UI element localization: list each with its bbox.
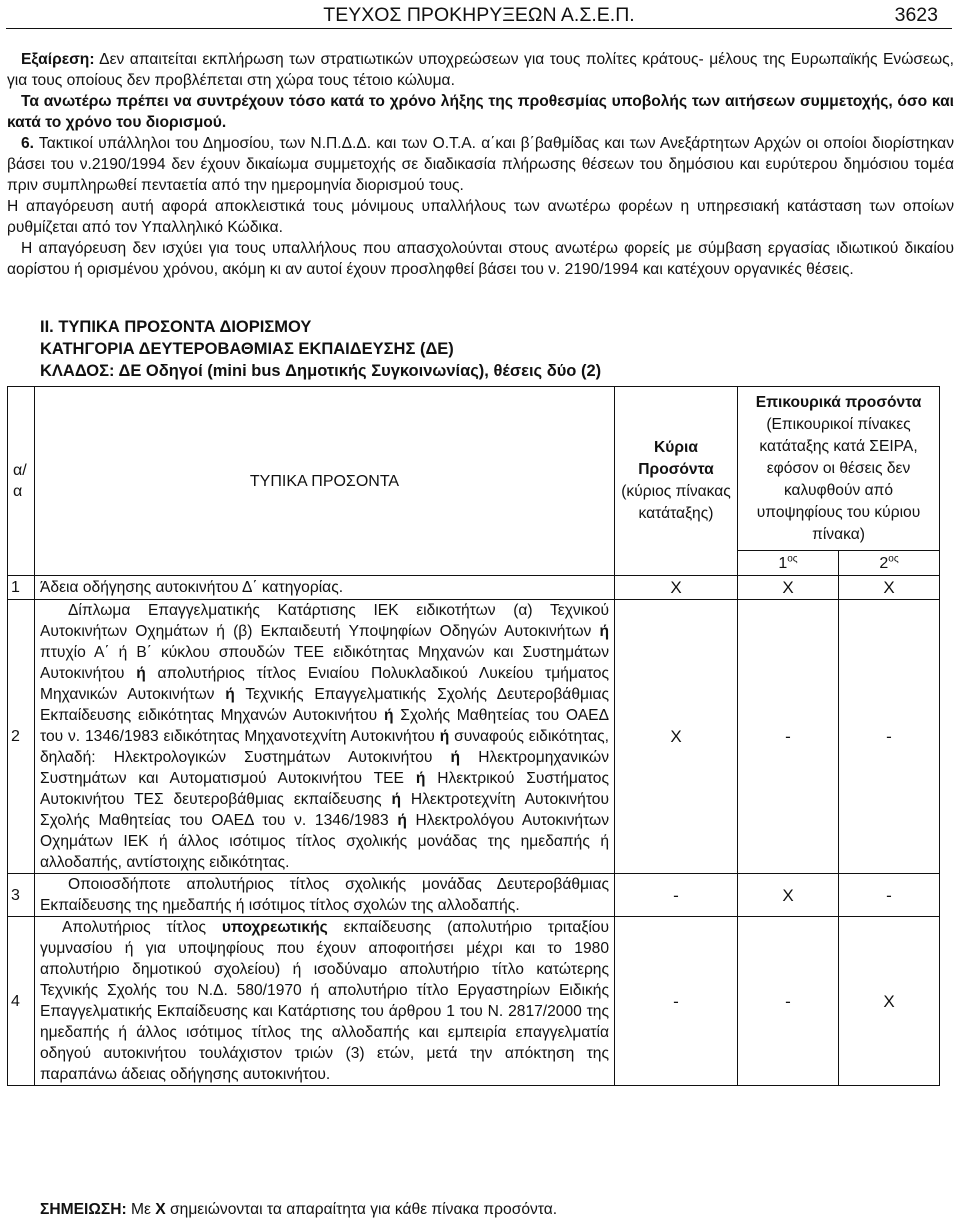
row-text: εκπαίδευσης (απολυτήριο τριταξίου γυμνασίου ή για υποψηφίους που έχουν αποφοιτήσει μέχρι και το 1980 απολυτήριο δημοτικού σχολείου) ή ισοδύναμο απολυτήριο τίτλο κατώτερης Τεχνικής Σχολής του Ν.Δ. 580/1970 ή απολυτήριο τίτλο Εργαστηρίων Ειδικής Επαγγελματικής Εκπαίδευσης και Κατάρτισης του άρθρου 1 του Ν. 2817/2000 της ημεδαπής ή άλλος ισότιμος τίτλος της αλλοδαπής και εμπειρία επαγγελματία οδηγού αυτοκινήτου τουλάχιστον τριών (3) ετών, μετά την απόκτηση της παραπάνω άδειας οδήγησης αυτοκινήτου.	[40, 919, 609, 1083]
section-heading: ΙΙ. ΤΥΠΙΚΑ ΠΡΟΣΟΝΤΑ ΔΙΟΡΙΣΜΟΥ	[40, 318, 312, 336]
header-qualifications: ΤΥΠΙΚΑ ΠΡΟΣΟΝΤΑ	[35, 387, 615, 576]
row-qualification	[35, 600, 615, 874]
header-second	[839, 551, 940, 576]
header-first	[738, 551, 839, 576]
footnote	[40, 1199, 557, 1220]
category-heading: ΚΑΤΗΓΟΡΙΑ ΔΕΥΤΕΡΟΒΑΘΜΙΑΣ ΕΚΠΑΙΔΕΥΣΗΣ (ΔΕ)	[40, 340, 454, 358]
or-connector: ή	[599, 623, 609, 640]
emphasis-text: υποχρεωτικής	[221, 919, 328, 936]
table-row	[8, 600, 940, 874]
footnote-label: ΣΗΜΕΙΩΣΗ:	[40, 1201, 127, 1218]
or-connector: ή	[391, 791, 401, 808]
row-second-mark: -	[839, 600, 940, 874]
row-qualification: Άδεια οδήγησης αυτοκινήτου Δ΄ κατηγορίας.	[35, 576, 615, 600]
header-second-num: 2	[879, 554, 889, 572]
item-6-paragraph	[7, 133, 954, 196]
footnote-mark: Χ	[155, 1201, 166, 1218]
row-number: 4	[8, 917, 35, 1086]
row-first-mark: Χ	[738, 874, 839, 917]
row-text: Ηλεκτρομηχανικών Συστημάτων και Αυτοματισμού Αυτοκινήτου ΤΕΕ	[40, 749, 609, 787]
item-6-text: Τακτικοί υπάλληλοι του Δημοσίου, των Ν.Π.Δ.Δ. και των Ο.Τ.Α. α΄και β΄βαθμίδας και των Ανεξάρτητων Αρχών οι οποίοι διορίστηκαν βάσει του ν.2190/1994 δεν έχουν δικαίωμα συμμετοχής σε διαδικασία πλήρωσης θέσεων του δημόσιου και ευρύτερου δημόσιου τομέα πριν συμπληρωθεί πενταετία από την ημερομηνία διορισμού τους.	[7, 135, 954, 194]
or-connector: ή	[439, 728, 450, 745]
exception-label: Εξαίρεση:	[21, 51, 95, 68]
or-connector: ή	[136, 665, 146, 682]
exception-paragraph	[7, 49, 954, 91]
table-header-row	[8, 387, 940, 551]
or-connector: ή	[225, 686, 235, 703]
or-connector: ή	[397, 812, 407, 829]
row-second-mark: -	[839, 874, 940, 917]
header-first-sup: ος	[787, 553, 798, 565]
header-second-sup: ος	[888, 553, 899, 565]
header-primary	[615, 387, 738, 576]
header-supplementary	[738, 387, 940, 551]
row-primary-mark: -	[615, 874, 738, 917]
row-text: απολυτήριος τίτλος Ενιαίου Πολυκλαδικού Λυκείου τμήματος Μηχανικών Αυτοκινήτων	[40, 665, 609, 703]
row-primary-mark: Χ	[615, 600, 738, 874]
row-text: Ηλεκτρολόγου Αυτοκινήτων Οχημάτων ΙΕΚ ή άλλος ισότιμος τίτλος σχολικής μονάδας της ημεδαπής ή αλλοδαπής, αντίστοιχης ειδικότητας.	[40, 812, 610, 871]
row-first-mark: -	[738, 917, 839, 1086]
table-row	[8, 576, 940, 600]
page-number: 3623	[894, 4, 938, 26]
row-first-mark: -	[738, 600, 839, 874]
row-qualification: Οποιοσδήποτε απολυτήριος τίτλος σχολικής μονάδας Δευτεροβάθμιας Εκπαίδευσης της ημεδαπής ή ισότιμος τίτλος σχολών της αλλοδαπής.	[35, 874, 615, 917]
private-contract-paragraph: Η απαγόρευση δεν ισχύει για τους υπαλλήλους που απασχολούνται στους ανωτέρω φορείς με σύμβαση εργασίας ιδιωτικού δικαίου αορίστου ή ορισμένου χρόνου, ακόμη κι αν αυτοί έχουν προσληφθεί βάσει του ν. 2190/1994 και κατέχουν οργανικές θέσεις.	[7, 240, 954, 278]
row-text: Δίπλωμα Επαγγελματικής Κατάρτισης ΙΕΚ ειδικοτήτων (α) Τεχνικού Αυτοκινήτων Οχημάτων ή (β) Εκπαιδευτή Υποψηφίων Οδηγών Αυτοκινήτων	[40, 602, 609, 640]
row-text: πτυχίο Α΄ ή Β΄ κύκλου σπουδών ΤΕΕ ειδικότητας Μηχανών και Συστημάτων Αυτοκινήτου	[40, 644, 609, 682]
row-primary-mark: Χ	[615, 576, 738, 600]
row-text: Ηλεκτρικού Συστήματος Αυτοκινήτου ΤΕΣ δευτεροβάθμιας εκπαίδευσης	[40, 770, 609, 808]
row-second-mark: Χ	[839, 917, 940, 1086]
or-connector: ή	[415, 770, 426, 787]
intro-text	[7, 49, 954, 280]
or-connector: ή	[450, 749, 461, 766]
row-qualification	[35, 917, 615, 1086]
section-heading-block	[40, 316, 940, 382]
header-first-num: 1	[778, 554, 788, 572]
row-text: Σχολής Μαθητείας του ΟΑΕΔ του ν. 1346/1983 ειδικότητας Μηχανοτεχνίτη Αυτοκινήτου	[40, 707, 609, 745]
header-supplementary-note: (Επικουρικοί πίνακες κατάταξης κατά ΣΕΙΡΑ, εφόσον οι θέσεις δεν καλυφθούν από υποψηφίους του κύριου πίνακα)	[756, 415, 921, 543]
table-row	[8, 917, 940, 1086]
row-primary-mark: -	[615, 917, 738, 1086]
row-number: 1	[8, 576, 35, 600]
row-text: Ηλεκτροτεχνίτη Αυτοκινήτου Σχολής Μαθητείας του ΟΑΕΔ του ν. 1346/1983	[40, 791, 609, 829]
row-text: Απολυτήριος τίτλος	[62, 919, 222, 936]
page-header	[6, 4, 952, 29]
qualifications-table	[7, 386, 940, 1086]
or-connector: ή	[383, 707, 394, 724]
row-first-mark: Χ	[738, 576, 839, 600]
exception-text: Δεν απαιτείται εκπλήρωση των στρατιωτικών υποχρεώσεων για τους πολίτες κράτους- μέλους της Ευρωπαϊκής Ενώσεως, για τους οποίους δεν προβλέπεται στη χώρα τους τέτοιο κώλυμα.	[7, 51, 954, 89]
branch-heading: ΚΛΑΔΟΣ: ΔΕ Οδηγοί (mini bus Δημοτικής Συγκοινωνίας), θέσεις δύο (2)	[40, 362, 602, 380]
journal-title: ΤΕΥΧΟΣ ΠΡΟΚΗΡΥΞΕΩΝ Α.Σ.Ε.Π.	[323, 4, 635, 26]
header-supplementary-title: Επικουρικά προσόντα	[755, 393, 922, 411]
row-text: συναφούς ειδικότητας, δηλαδή: Ηλεκτρολογικών Συστημάτων Αυτοκινήτου	[40, 728, 609, 766]
row-text: Τεχνικής Επαγγελματικής Σχολής Δευτεροβάθμιας Εκπαίδευσης ειδικότητας Μηχανών Αυτοκινήτου	[40, 686, 609, 724]
row-number: 2	[8, 600, 35, 874]
header-primary-title: Κύρια Προσόντα	[638, 439, 714, 478]
permanent-staff-paragraph: Η απαγόρευση αυτή αφορά αποκλειστικά τους μόνιμους υπαλλήλους των ανωτέρω φορέων η υπηρεσιακή κατάσταση των οποίων ρυθμίζεται από τον Υπαλληλικό Κώδικα.	[7, 198, 954, 236]
item-6-label: 6.	[21, 135, 35, 152]
deadline-paragraph: Τα ανωτέρω πρέπει να συντρέχουν τόσο κατά το χρόνο λήξης της προθεσμίας υποβολής των αιτήσεων συμμετοχής, όσο και κατά το χρόνο του διορισμού.	[7, 93, 954, 131]
footnote-post: σημειώνονται τα απαραίτητα για κάθε πίνακα προσόντα.	[165, 1201, 558, 1218]
header-aa: α/α	[8, 387, 35, 576]
header-primary-note: (κύριος πίνακας κατάταξης)	[621, 483, 731, 522]
row-number: 3	[8, 874, 35, 917]
footnote-pre: Με	[126, 1201, 156, 1218]
row-second-mark: Χ	[839, 576, 940, 600]
table-row	[8, 874, 940, 917]
